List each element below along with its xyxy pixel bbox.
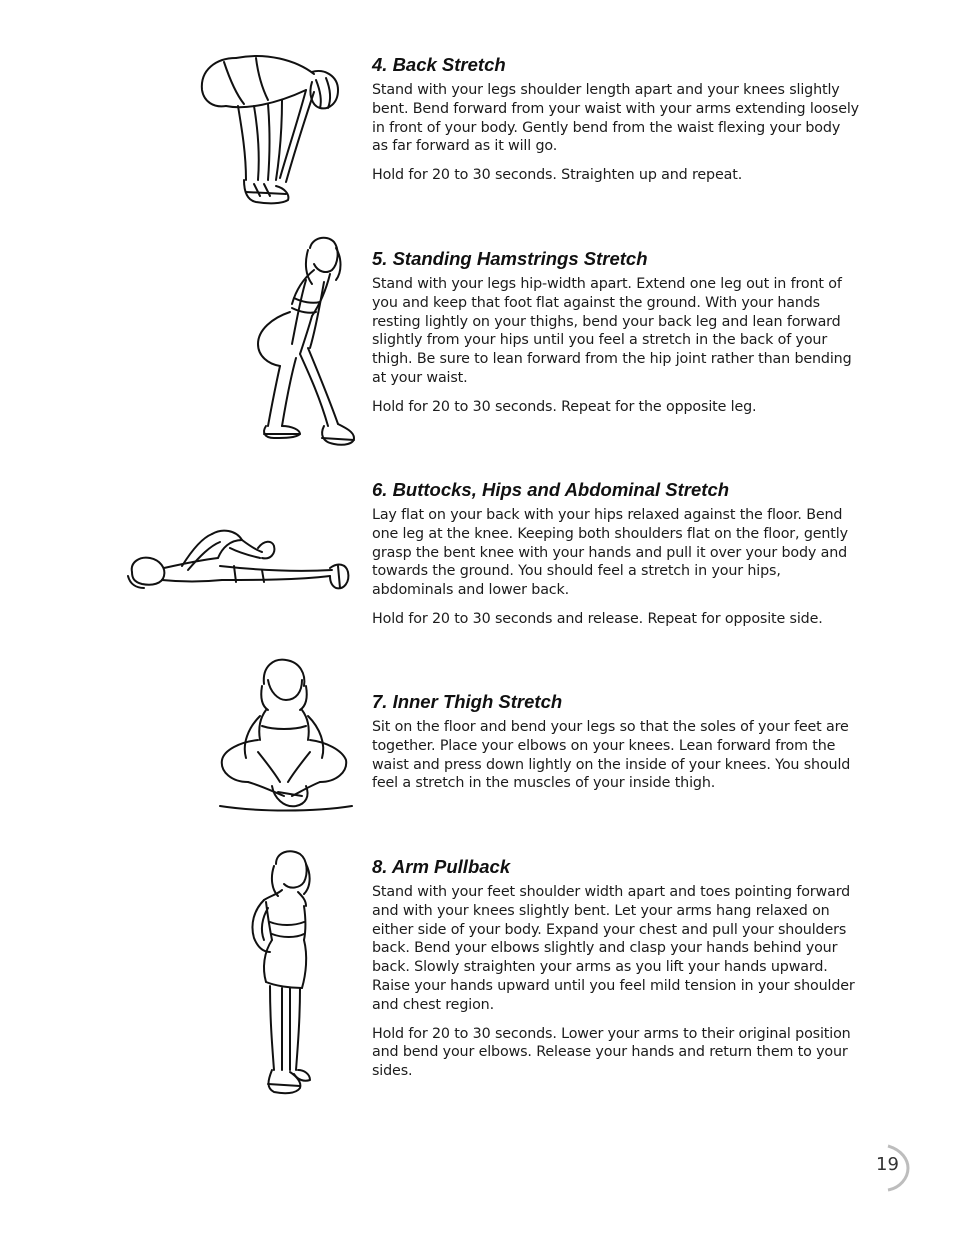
section-title: 8. Arm Pullback: [372, 856, 511, 877]
section-paragraph: Lay flat on your back with your hips relaxed against the floor. Bend one leg at the knee. Keeping both shoulders flat on the floor, gently grasp the bent knee with your hands and pull it over your body and towards the ground. You should feel a stretch in your hips, abdominals and lower back.: [372, 507, 848, 599]
section-title: 5. Standing Hamstrings Stretch: [372, 248, 648, 269]
hamstring-stretch-illustration: [250, 234, 360, 450]
section-paragraph: Hold for 20 to 30 seconds. Repeat for the opposite leg.: [372, 398, 757, 415]
page-number-arc: [884, 1144, 910, 1196]
section-title: 4. Back Stretch: [372, 54, 506, 75]
section-paragraph: Sit on the floor and bend your legs so that the soles of your feet are together. Place your elbows on your knees. Lean forward from the waist and press down lightly on the inside of your knees. You should feel a stretch in the muscles of your inside thigh.: [372, 719, 851, 792]
back-stretch-illustration: [196, 50, 346, 212]
section-title: 7. Inner Thigh Stretch: [372, 691, 563, 712]
section-paragraph: Hold for 20 to 30 seconds. Straighten up and repeat.: [372, 167, 743, 184]
section-paragraph: Stand with your legs shoulder length apart and your knees slightly bent. Bend forward from your waist with your arms extending loosely in front of your body. Gently bend from the waist flexing your body as far forward as it will go.: [372, 82, 859, 155]
section-paragraph: Stand with your legs hip-width apart. Extend one leg out in front of you and keep that foot flat against the ground. With your hands resting lightly on your thighs, bend your back leg and lean forward slightly from your hips until you feel a stretch in the back of your thigh. Be sure to lean forward from the hip joint rather than bending at your waist.: [372, 276, 852, 386]
lying-stretch-illustration: [126, 526, 356, 598]
section-paragraph: Stand with your feet shoulder width apart and toes pointing forward and with your knees slightly bent. Let your arms hang relaxed on either side of your body. Expand your chest and pull your shoulders back. Bend your elbows slightly and clasp your hands behind your back. Slowly straighten your arms as you lift your hands upward. Raise your hands upward until you feel mild tension in your shoulder and chest region.: [372, 884, 855, 1013]
arm-pullback-illustration: [246, 848, 318, 1104]
section-title: 6. Buttocks, Hips and Abdominal Stretch: [372, 479, 730, 500]
section-paragraph: Hold for 20 to 30 seconds and release. Repeat for opposite side.: [372, 610, 823, 627]
page-number: 19: [876, 1154, 899, 1175]
section-paragraph: Hold for 20 to 30 seconds. Lower your arms to their original position and bend your elbows. Release your hands and return them to your sides.: [372, 1025, 851, 1080]
inner-thigh-stretch-illustration: [218, 656, 354, 816]
